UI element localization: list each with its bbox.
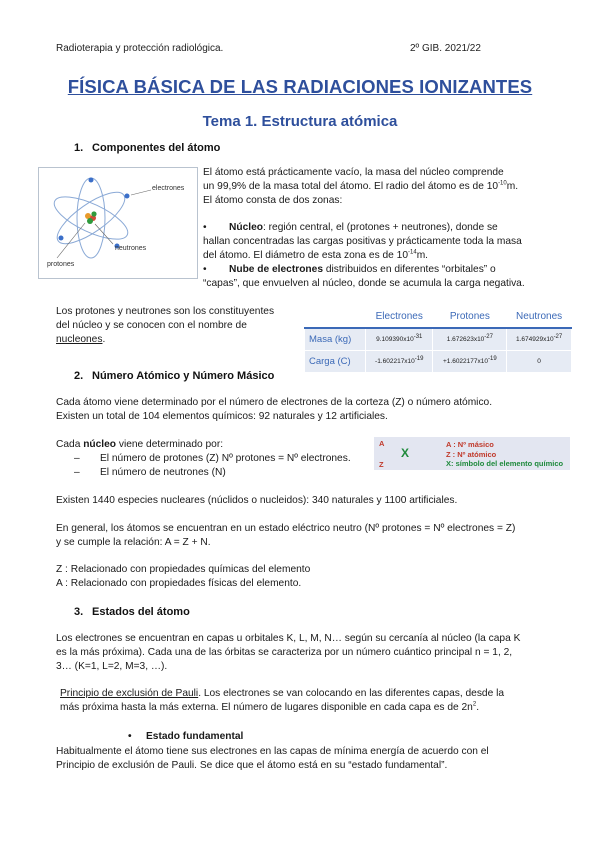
s2-paragraph-5	[56, 563, 586, 591]
legend-atomic-number: Z : Nº atómico	[446, 450, 497, 459]
pauli-line-2	[60, 701, 596, 715]
cell-mantissa: -1.602217x10	[375, 358, 415, 365]
s2-p1-line-2: Existen un total de 104 elementos químicos: 92 naturales y 12 artificiales.	[56, 411, 388, 422]
nucleo-text-3-exp: -14	[408, 249, 417, 256]
nube-item	[203, 263, 583, 277]
page-subtitle: Tema 1. Estructura atómica	[202, 113, 398, 130]
nucleons-line-2: del núcleo y se conocen con el nombre de	[56, 320, 247, 331]
pauli-line-2-text: más próxima hasta la más externa. El número de lugares disponible en cada capa es de 2n	[60, 702, 473, 713]
nucleons-line-3	[56, 333, 296, 347]
pauli-line-1-text: . Los electrones se van colocando en las diferentes capas, desde la	[198, 688, 505, 699]
legend-mass-number: A : Nº másico	[446, 440, 494, 449]
table-row	[305, 328, 572, 351]
table-row	[305, 351, 572, 373]
s2-p4-line-2: y se cumple la relación: A = Z + N.	[56, 537, 211, 548]
table-row-label: Masa (kg)	[305, 328, 366, 351]
cell-exp: -27	[484, 333, 493, 340]
section-2-number: 2.	[74, 370, 84, 382]
s2-p2-post: viene determinado por:	[116, 439, 224, 450]
nube-label: Nube de electrones	[229, 264, 323, 275]
intro-text	[203, 166, 583, 208]
bullet-icon: •	[128, 731, 132, 742]
intro-line-2	[203, 180, 583, 194]
label-line	[131, 190, 151, 195]
s3-paragraph-1	[56, 632, 596, 674]
s2-p4-line-1: En general, los átomos se encuentran en un estado eléctrico neutro (Nº protones = Nº electrones = Z)	[56, 523, 516, 534]
electron-dot	[59, 236, 64, 241]
label-line	[95, 224, 113, 244]
cell-mantissa: 0	[537, 358, 541, 365]
doc-header-year: 2º GIB. 2021/22	[410, 43, 481, 54]
nube-text-2: “capas”, que envuelven al núcleo, donde se acumula la carga negativa.	[203, 278, 525, 289]
nube-text-1: distribuidos en diferentes “orbitales” o	[322, 264, 496, 275]
table-cell	[366, 328, 433, 351]
electron-dot	[125, 194, 130, 199]
nucleones-term: nucleones	[56, 334, 103, 345]
neutron-dot	[91, 211, 96, 216]
s2-paragraph-3: Existen 1440 especies nucleares (núclidos o nucleidos): 340 naturales y 1100 artificiales.	[56, 495, 458, 506]
s3-p1-line-1: Los electrones se encuentran en capas u orbitales K, L, M, N… según su cercanía al núcleo (la capa K	[56, 633, 521, 644]
intro-line-3: El átomo consta de dos zonas:	[203, 195, 343, 206]
section-2-title: Número Atómico y Número Másico	[92, 370, 275, 382]
s2-p2-pre: Cada	[56, 439, 84, 450]
table-cell	[433, 328, 507, 351]
table-cell	[507, 351, 572, 373]
bullet-icon: •	[203, 264, 207, 275]
electron-dot	[89, 178, 94, 183]
table-cell	[507, 328, 572, 351]
s3-p1-line-3: 3… (K=1, L=2, M=3, …).	[56, 661, 168, 672]
s2-paragraph-4	[56, 522, 596, 550]
s2-p2-line	[56, 438, 376, 452]
estado-fundamental-heading	[128, 730, 243, 744]
cell-mantissa: 1.674929x10	[515, 336, 554, 343]
nucleons-paragraph	[56, 305, 296, 347]
nucleo-text-3	[203, 249, 583, 263]
nucleons-line-1: Los protones y neutrones son los constituyentes	[56, 306, 275, 317]
nucleo-text-1: : región central, el (protones + neutrones), donde se	[262, 222, 498, 233]
dash-item-2	[56, 466, 376, 480]
doc-header-course: Radioterapia y protección radiológica.	[56, 43, 224, 54]
page-title: FÍSICA BÁSICA DE LAS RADIACIONES IONIZANTES	[67, 76, 533, 97]
protones-label: protones	[47, 261, 75, 268]
table-row-label: Carga (C)	[305, 351, 366, 373]
intro-line-1: El átomo está prácticamente vacío, la masa del núcleo comprende	[203, 167, 504, 178]
estado-fundamental-title: Estado fundamental	[146, 731, 244, 742]
pauli-line-2-end: .	[476, 702, 480, 713]
table-cell	[366, 351, 433, 373]
neutrones-label: neutrones	[115, 245, 147, 252]
s3-p2-line-1: Habitualmente el átomo tiene sus electrones en las capas de mínima energía de acuerdo con el	[56, 746, 489, 757]
cell-exp: -19	[488, 355, 497, 362]
s2-p1-line-1: Cada átomo viene determinado por el número de electrones de la corteza (Z) o número atómico.	[56, 397, 493, 408]
cell-mantissa: 9.109390x10	[376, 336, 414, 343]
table-corner	[305, 306, 366, 329]
legend-z-symbol: Z	[379, 460, 384, 469]
legend-element-symbol: X: símbolo del elemento químico	[446, 459, 564, 468]
particle-table	[304, 305, 572, 373]
bullet-icon: •	[203, 222, 207, 233]
table-header: Protones	[433, 306, 507, 329]
table-header: Neutrones	[507, 306, 572, 329]
cell-mantissa: +1.6022177x10	[442, 358, 488, 365]
cell-exp: -19	[414, 355, 424, 362]
section-3-number: 3.	[74, 606, 84, 618]
pauli-line-1	[60, 687, 596, 701]
nucleo-item	[203, 221, 583, 235]
neutron-dot	[87, 218, 93, 224]
intro-line-2-text: un 99,9% de la masa total del átomo. El radio del átomo es de 10	[203, 181, 499, 192]
pauli-line-2-exp: 2	[472, 701, 477, 708]
section-3-title: Estados del átomo	[92, 606, 190, 618]
pauli-paragraph	[60, 687, 596, 715]
section-1-heading	[74, 142, 220, 154]
zones-list	[203, 221, 583, 291]
section-1-title: Componentes del átomo	[92, 142, 221, 154]
dash-item-1	[56, 452, 376, 466]
s2-p5-line-2: A : Relacionado con propiedades físicas del elemento.	[56, 578, 302, 589]
atom-diagram	[38, 167, 198, 279]
dash-icon: –	[74, 467, 80, 478]
nucleo-label: Núcleo	[229, 222, 263, 233]
nucleo-text-3-text: del átomo. El diámetro de esta zona es de 10	[203, 250, 409, 261]
section-2-heading	[74, 370, 274, 382]
section-1-number: 1.	[74, 142, 84, 154]
element-notation-legend	[374, 437, 570, 470]
s3-paragraph-2	[56, 745, 596, 773]
dash-item-1-text: El número de protones (Z) Nº protones = Nº electrones.	[100, 453, 351, 464]
cell-exp: -31	[413, 333, 423, 340]
cell-exp: -27	[553, 333, 563, 340]
table-cell	[433, 351, 507, 373]
nucleo-text-3-end: m.	[416, 250, 429, 261]
nucleo-text-2: hallan concentradas las cargas positivas y prácticamente toda la masa	[203, 236, 522, 247]
intro-line-2-exp: -10	[498, 180, 507, 187]
s2-p5-line-1: Z : Relacionado con propiedades químicas del elemento	[56, 564, 311, 575]
electrones-label: electrones	[152, 185, 185, 192]
dash-item-2-text: El número de neutrones (N)	[100, 467, 226, 478]
s2-p2-bold: núcleo	[83, 439, 117, 450]
table-header: Electrones	[366, 306, 433, 329]
table-header-row	[305, 306, 572, 329]
s2-paragraph-1	[56, 396, 586, 424]
s3-p1-line-2: es la más próxima). Cada una de las órbitas se caracteriza por un número cuántico principal n = 1, 2,	[56, 647, 513, 658]
dash-icon: –	[74, 453, 80, 464]
nucleons-line-3-end: .	[102, 334, 106, 345]
cell-mantissa: 1.672623x10	[446, 336, 485, 343]
pauli-principle-term: Principio de exclusión de Pauli	[60, 688, 199, 699]
s2-paragraph-2	[56, 438, 376, 480]
intro-line-2-end: m.	[506, 181, 519, 192]
s3-p2-line-2: Principio de exclusión de Pauli. Se dice que el átomo está en su “estado fundamental”.	[56, 760, 448, 771]
legend-a-symbol: A	[379, 439, 385, 448]
section-3-heading	[74, 606, 190, 618]
legend-x-symbol: X	[401, 446, 410, 460]
